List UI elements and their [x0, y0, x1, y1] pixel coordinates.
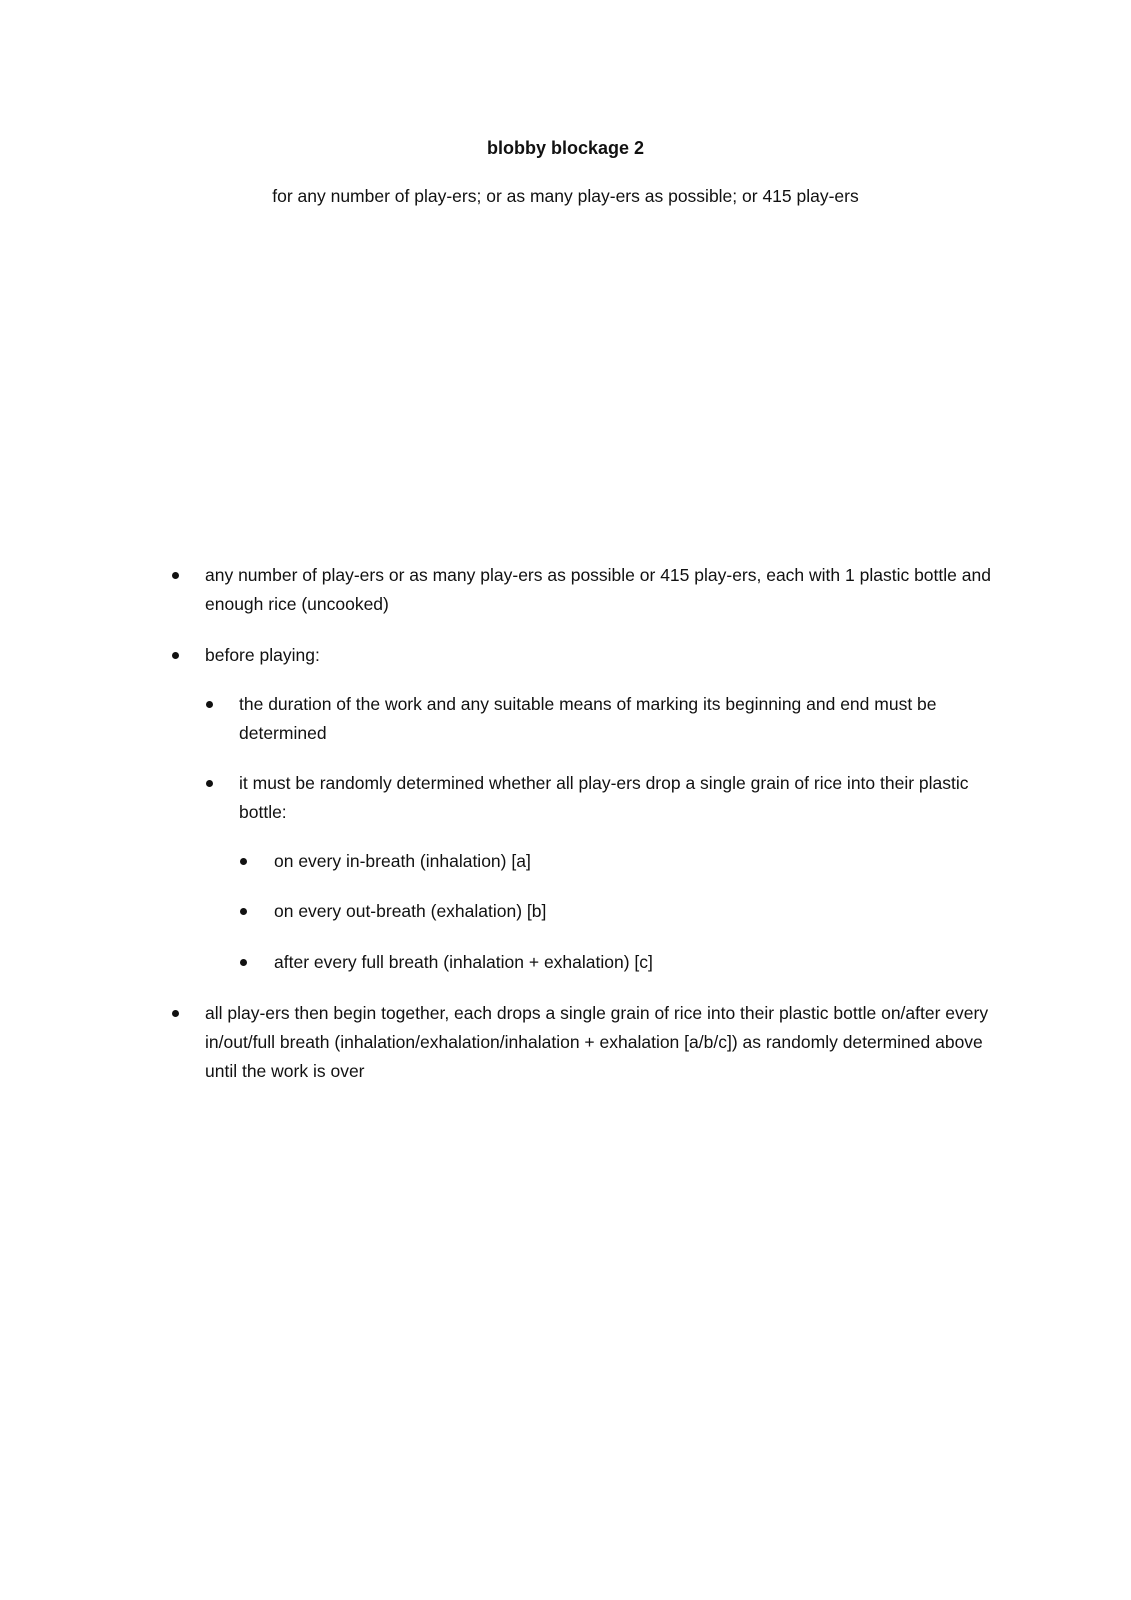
bullet-icon	[240, 858, 247, 865]
list-item: before playing:	[205, 645, 320, 665]
bullet-icon	[172, 1010, 179, 1017]
document-subtitle: for any number of play-ers; or as many play-ers as possible; or 415 play-ers	[272, 186, 859, 206]
list-item: after every full breath (inhalation + exhalation) [c]	[274, 952, 653, 972]
bullet-icon	[240, 908, 247, 915]
bullet-icon	[206, 780, 213, 787]
list-item: it must be randomly determined whether all play-ers drop a single grain of rice into their plastic bottle:	[239, 773, 969, 822]
list-item: all play-ers then begin together, each drops a single grain of rice into their plastic bottle on/after every in/out/full breath (inhalation/exhalation/inhalation + exhalation [a/b/c]) as randomly determined above until the work is over	[205, 1003, 989, 1081]
bullet-icon	[172, 572, 179, 579]
list-item: on every out-breath (exhalation) [b]	[274, 901, 547, 921]
bullet-icon	[240, 959, 247, 966]
bullet-icon	[206, 701, 213, 708]
list-item: on every in-breath (inhalation) [a]	[274, 851, 531, 871]
bullet-icon	[172, 652, 179, 659]
list-item: any number of play-ers or as many play-ers as possible or 415 play-ers, each with 1 plastic bottle and enough rice (uncooked)	[205, 565, 991, 614]
list-item: the duration of the work and any suitable means of marking its beginning and end must be determined	[239, 694, 937, 743]
document-title: blobby blockage 2	[486, 138, 645, 158]
